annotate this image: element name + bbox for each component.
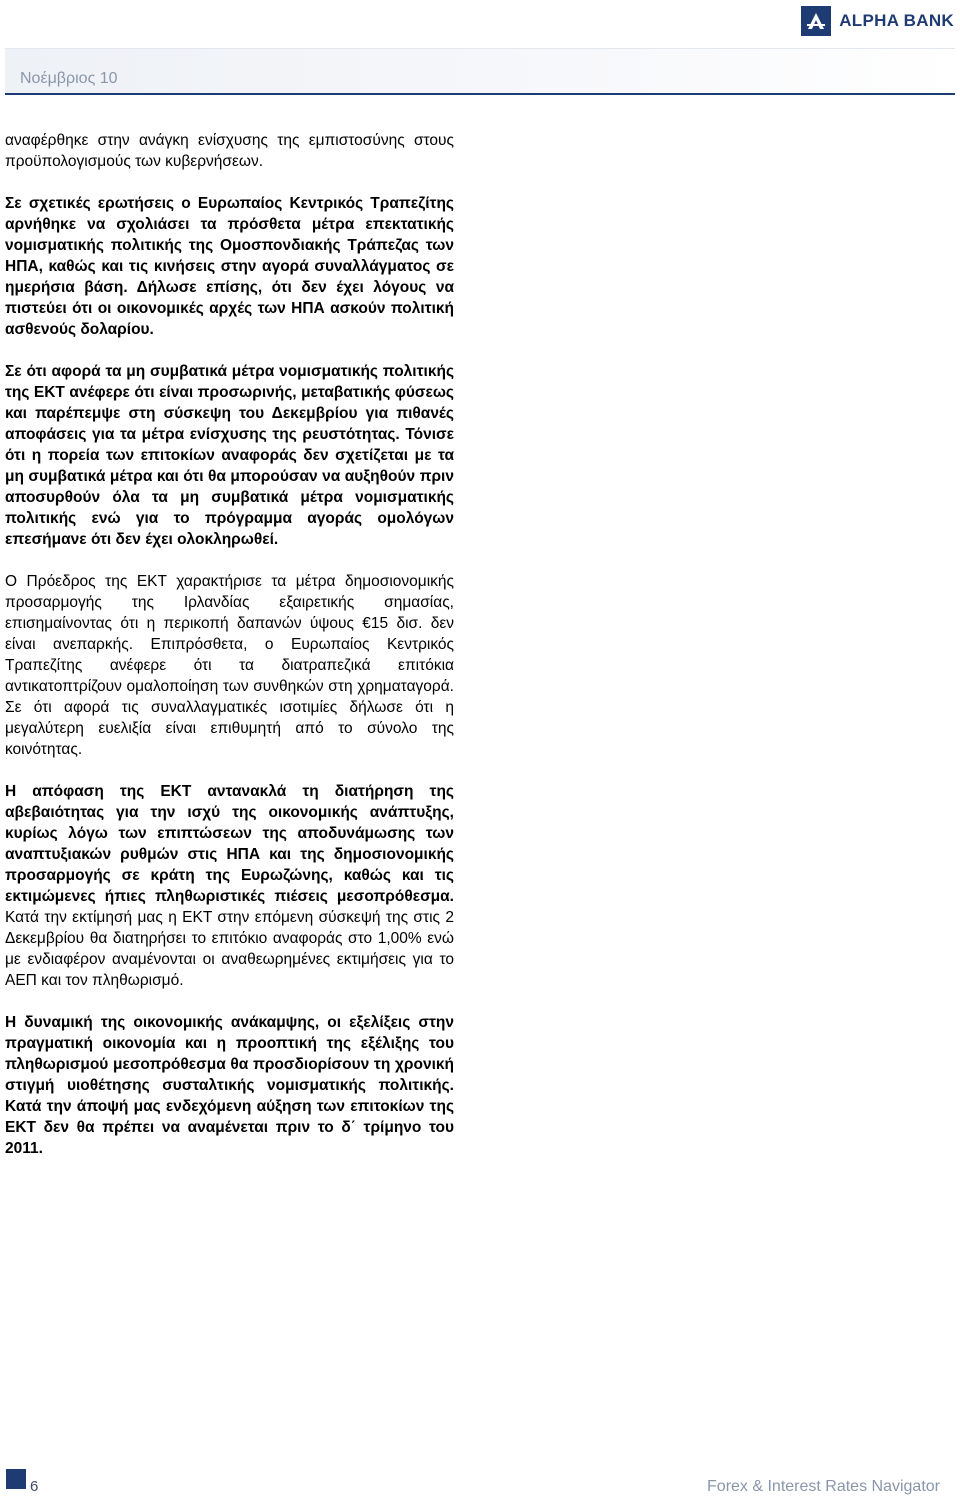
brand-logo <box>801 6 954 36</box>
paragraph-1: αναφέρθηκε στην ανάγκη ενίσχυσης της εμπιστοσύνης στους προϋπολογισμούς των κυβερνήσεων. <box>5 132 454 170</box>
alpha-bank-logo-icon <box>801 6 831 36</box>
article-body <box>5 130 454 1180</box>
paragraph-4: Ο Πρόεδρος της ΕΚΤ χαρακτήρισε τα μέτρα δημοσιονομικής προσαρμογής της Ιρλανδίας εξαιρετικής σημασίας, επισημαίνοντας ότι η περικοπή δαπανών ύψους €15 δισ. δεν είναι ανεπαρκής. Επιπρόσθετα, ο Ευρωπαίος Κεντρικός Τραπεζίτης ανέφερε ότι τα διατραπεζικά επιτόκια αντικατοπτρίζουν ομαλοποίηση των συνθηκών στη χρηματαγορά. Σε ότι αφορά τις συναλλαγματικές ισοτιμίες δήλωσε ότι η μεγαλύτερη ευελιξία είναι επιθυμητή από το σύνολο της κοινότητας. <box>5 573 454 758</box>
report-period: Νοέμβριος 10 <box>20 70 118 87</box>
brand-name: ALPHA BANK <box>839 11 954 30</box>
paragraph-5: Η απόφαση της ΕΚΤ αντανακλά τη διατήρηση της αβεβαιότητας για την ισχύ της οικονομικής ανάπτυξης, κυρίως λόγω των επιπτώσεων της αποδυνάμωσης των αναπτυξιακών ρυθμών στις ΗΠΑ και της δημοσιονομικής προσαρμογής σε κράτη της Ευρωζώνης, καθώς και τις εκτιμώμενες ήπιες πληθωριστικές πιέσεις μεσοπρόθεσμα. Κατά την εκτίμησή μας η ΕΚΤ στην επόμενη σύσκεψή της στις 2 Δεκεμβρίου θα διατηρήσει το επιτόκιο αναφοράς στο 1,00% ενώ με ενδιαφέρον αναμένονται οι αναθεωρημένες εκτιμήσεις για το ΑΕΠ και τον πληθωρισμό. <box>5 783 454 989</box>
footer-square-icon <box>6 1469 26 1489</box>
page-number: 6 <box>30 1478 39 1495</box>
paragraph-6: Η δυναμική της οικονομικής ανάκαμψης, οι εξελίξεις στην πραγματική οικονομία και η προοπτική της εξέλιξης του πληθωρισμού μεσοπρόθεσμα θα προσδιορίσουν τη χρονική στιγμή υιοθέτησης συσταλτικής νομισματικής πολιτικής. Κατά την άποψή μας ενδεχόμενη αύξηση των επιτοκίων της ΕΚΤ δεν θα πρέπει να αναμένεται πριν το δ΄ τρίμηνο του 2011. <box>5 1014 454 1157</box>
paragraph-2: Σε σχετικές ερωτήσεις ο Ευρωπαίος Κεντρικός Τραπεζίτης αρνήθηκε να σχολιάσει τα πρόσθετα μέτρα επεκτατικής νομισματικής πολιτικής της Ομοσπονδιακής Τράπεζας των ΗΠΑ, καθώς και τις κινήσεις στην αγορά συναλλάγματος σε ημερήσια βάση. Δήλωσε επίσης, ότι δεν έχει λόγους να πιστεύει ότι οι οικονομικές αρχές των ΗΠΑ ασκούν πολιτική ασθενούς δολαρίου. <box>5 195 454 338</box>
header-band <box>5 48 955 95</box>
footer-title: Forex & Interest Rates Navigator <box>707 1478 940 1495</box>
paragraph-3: Σε ότι αφορά τα μη συμβατικά μέτρα νομισματικής πολιτικής της ΕΚΤ ανέφερε ότι είναι προσωρινής, μεταβατικής φύσεως και παρέπεμψε στη σύσκεψη του Δεκεμβρίου για πιθανές αποφάσεις για τα μέτρα ενίσχυσης της ρευστότητας. Τόνισε ότι η πορεία των επιτοκίων αναφοράς δεν σχετίζεται με τα μη συμβατικά μέτρα και ότι θα μπορούσαν να αυξηθούν πριν αποσυρθούν όλα τα μη συμβατικά μέτρα νομισματικής πολιτικής ενώ για το πρόγραμμα αγοράς ομολόγων επεσήμανε ότι δεν έχει ολοκληρωθεί. <box>5 363 454 548</box>
